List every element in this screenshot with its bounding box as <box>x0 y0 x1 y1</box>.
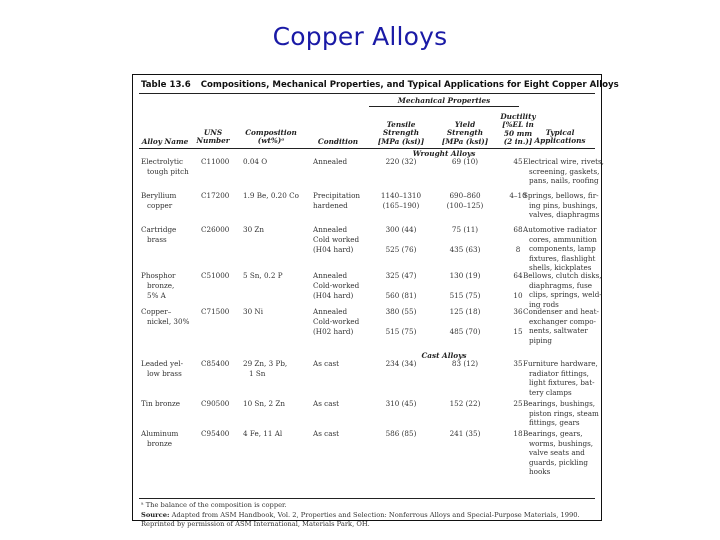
alloy-name-cont: 5% A <box>147 291 166 300</box>
condition-cont: (H04 hard) <box>313 291 354 300</box>
table-caption <box>141 80 619 90</box>
alloy-name: Aluminum <box>141 429 179 438</box>
condition-cont: Cold-worked <box>313 281 360 290</box>
group-rule <box>369 106 519 107</box>
uns-number: C85400 <box>201 359 230 368</box>
composition: 1.9 Be, 0.20 Co <box>243 191 299 200</box>
condition: Annealed <box>313 307 348 316</box>
application-line: Electrical wire, rivets, <box>523 157 604 166</box>
composition: 4 Fe, 11 Al <box>243 429 283 438</box>
table-number: Table 13.6 <box>141 80 191 90</box>
tensile-strength: 300 (44) <box>385 225 417 234</box>
footer-rule <box>139 498 595 499</box>
col-yield: Yield Strength [MPa (ksi)] <box>441 120 489 146</box>
table-caption-text: Compositions, Mechanical Properties, and Typical Applications for Eight Copper Alloys <box>200 80 619 90</box>
col-condition: Condition <box>317 137 359 146</box>
application-line: tery clamps <box>529 387 572 397</box>
uns-number: C17200 <box>201 191 230 200</box>
yield-strength-2: (100–125) <box>446 201 484 210</box>
condition-cont: Cold-worked <box>313 317 360 326</box>
yield-strength-2: 515 (75) <box>449 291 481 300</box>
ductility: 4–10 <box>509 191 527 200</box>
condition: Annealed <box>313 157 348 166</box>
application-line: valves, diaphragms <box>529 210 600 220</box>
alloy-name: Leaded yel- <box>141 359 184 368</box>
uns-number: C51000 <box>201 271 230 280</box>
col-ductility: Ductility [%EL in 50 mm (2 in.)] <box>500 112 536 146</box>
alloy-name-cont: copper <box>147 201 173 210</box>
application-line: Automotive radiator <box>523 225 597 234</box>
composition: 30 Zn <box>243 225 265 234</box>
application-line: nents, saltwater <box>529 326 588 336</box>
source-line: Source: Adapted from ASM Handbook, Vol. 2, Properties and Selection: Nonferrous Alloys and Special-Purpose Materials, 1990. <box>141 511 580 519</box>
alloy-name: Beryllium <box>141 191 177 200</box>
application-line: hooks <box>529 467 551 477</box>
tensile-strength: 380 (55) <box>385 307 417 316</box>
composition: 30 Ni <box>243 307 264 316</box>
uns-number: C71500 <box>201 307 230 316</box>
uns-number: C11000 <box>201 157 230 166</box>
application-line: valve seats and <box>529 448 585 458</box>
tensile-strength-2: 525 (76) <box>385 245 417 254</box>
composition: 5 Sn, 0.2 P <box>243 271 283 280</box>
caption-rule <box>139 93 595 94</box>
application-line: piston rings, steam <box>529 408 599 418</box>
condition: As cast <box>313 359 340 368</box>
tensile-strength: 310 (45) <box>385 399 417 408</box>
ductility: 68 <box>513 225 523 234</box>
alloy-name: Phosphor <box>141 271 176 280</box>
ductility: 35 <box>513 359 523 368</box>
application-line: cores, ammunition <box>529 234 597 244</box>
application-line: shells, kickplates <box>529 263 592 273</box>
col-applications: Typical Applications <box>534 128 586 146</box>
alloy-name: Electrolytic <box>141 157 184 166</box>
section-cast: Cast Alloys <box>421 351 467 360</box>
tensile-strength: 1140–1310 <box>380 191 422 200</box>
yield-strength-2: 485 (70) <box>449 327 481 336</box>
composition: 0.04 O <box>243 157 268 166</box>
condition-cont: Cold worked <box>313 235 360 244</box>
reprint-line: Reprinted by permission of ASM International, Materials Park, OH. <box>141 520 370 528</box>
application-line: Bellows, clutch disks, <box>523 271 602 280</box>
ductility: 36 <box>513 307 523 316</box>
yield-strength: 75 (11) <box>451 225 479 234</box>
application-line: components, lamp <box>529 244 596 254</box>
alloy-name-cont: brass <box>147 235 167 244</box>
yield-strength: 152 (22) <box>449 399 481 408</box>
section-wrought: Wrought Alloys <box>412 149 476 158</box>
application-line: ing pins, bushings, <box>529 200 598 210</box>
application-line: Bearings, bushings, <box>523 399 596 408</box>
condition-cont: hardened <box>313 201 348 210</box>
tensile-strength: 234 (34) <box>385 359 417 368</box>
ductility: 45 <box>513 157 523 166</box>
col-uns: UNS Number <box>196 128 230 146</box>
header-rule <box>139 148 595 149</box>
alloy-name-cont: nickel, 30% <box>147 317 190 326</box>
tensile-strength-2: 515 (75) <box>385 327 417 336</box>
condition: Precipitation <box>313 191 361 200</box>
application-line: diaphragms, fuse <box>529 280 593 290</box>
condition-cont: (H02 hard) <box>313 327 354 336</box>
alloy-name: Copper– <box>141 307 172 316</box>
yield-strength: 241 (35) <box>449 429 481 438</box>
alloy-name-cont: bronze, <box>147 281 175 290</box>
tensile-strength-2: 560 (81) <box>385 291 417 300</box>
alloy-table <box>132 74 619 528</box>
uns-number: C26000 <box>201 225 230 234</box>
mechanical-properties-header: Mechanical Properties <box>397 96 491 105</box>
tensile-strength-2: (165–190) <box>382 201 420 210</box>
application-line: clips, springs, weld- <box>529 290 602 300</box>
application-line: fittings, gears <box>529 418 580 428</box>
application-line: light fixtures, bat- <box>529 378 595 388</box>
composition: 10 Sn, 2 Zn <box>243 399 286 408</box>
ductility-2: 15 <box>513 327 523 336</box>
slide-title: Copper Alloys <box>272 22 448 51</box>
application-line: pans, nails, roofing <box>529 176 599 186</box>
composition: 29 Zn, 3 Pb, <box>243 359 288 368</box>
condition: Annealed <box>313 225 348 234</box>
application-line: Condenser and heat- <box>523 307 599 316</box>
yield-strength: 130 (19) <box>449 271 481 280</box>
tensile-strength: 586 (85) <box>385 429 417 438</box>
ductility: 18 <box>513 429 523 438</box>
alloy-name: Cartridge <box>141 225 177 234</box>
ductility-2: 10 <box>513 291 523 300</box>
application-line: Furniture hardware, <box>523 359 598 368</box>
yield-strength: 125 (18) <box>449 307 481 316</box>
application-line: piping <box>529 335 553 345</box>
col-composition: Composition (wt%)ᵃ <box>245 128 297 146</box>
alloy-name-cont: bronze <box>147 439 173 448</box>
application-line: Bearings, gears, <box>523 429 583 438</box>
ductility: 25 <box>513 399 523 408</box>
alloy-name: Tin bronze <box>141 399 181 408</box>
condition-cont: (H04 hard) <box>313 245 354 254</box>
col-alloy-name: Alloy Name <box>141 137 189 146</box>
condition: Annealed <box>313 271 348 280</box>
application-line: exchanger compo- <box>529 316 596 326</box>
col-tensile: Tensile Strength [MPa (ksi)] <box>377 120 425 146</box>
application-line: worms, bushings, <box>529 438 594 448</box>
alloy-name-cont: low brass <box>147 369 182 378</box>
condition: As cast <box>313 399 340 408</box>
application-line: ing rods <box>529 299 559 309</box>
yield-strength: 69 (10) <box>451 157 479 166</box>
application-line: radiator fittings, <box>529 368 589 378</box>
condition: As cast <box>313 429 340 438</box>
application-line: screening, gaskets, <box>529 166 600 176</box>
tensile-strength: 325 (47) <box>385 271 417 280</box>
yield-strength-2: 435 (63) <box>449 245 481 254</box>
ductility-2: 8 <box>515 245 521 254</box>
footnote: ᵃ The balance of the composition is copper. <box>141 501 287 509</box>
ductility: 64 <box>513 271 523 280</box>
application-line: Springs, bellows, fir- <box>523 191 599 200</box>
alloy-name-cont: tough pitch <box>147 167 189 176</box>
yield-strength: 83 (12) <box>451 359 479 368</box>
application-line: guards, pickling <box>529 457 588 467</box>
application-line: fixtures, flashlight <box>529 253 596 263</box>
tensile-strength: 220 (32) <box>385 157 417 166</box>
composition-cont: 1 Sn <box>249 369 266 378</box>
uns-number: C90500 <box>201 399 230 408</box>
uns-number: C95400 <box>201 429 230 438</box>
yield-strength: 690–860 <box>449 191 481 200</box>
